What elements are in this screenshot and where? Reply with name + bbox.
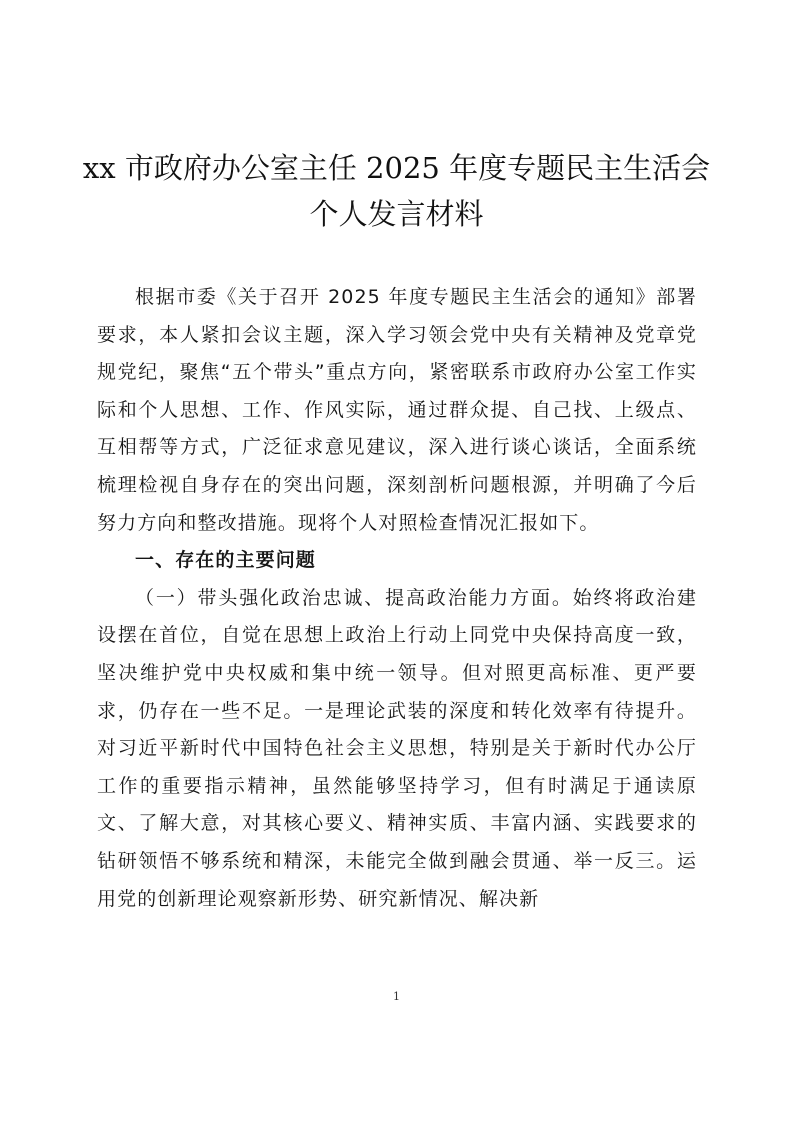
page-number: 1 — [393, 990, 400, 1003]
document-title-line-1: xx 市政府办公室主任 2025 年度专题民主生活会 — [82, 151, 711, 185]
document-body — [97, 279, 697, 918]
section-1-1-text: 始终将政治建设摆在首位，自觉在思想上政治上行动上同党中央保持高度一致，坚决维护党中央权威和集中统一领导。但对照更高标准、更严要求，仍存在一些不足。一是理论武装的深度和转化效率有待提升。对习近平新时代中国特色社会主义思想，特别是关于新时代办公厅工作的重要指示精神，虽然能够坚持学习，但有时满足于通读原文、了解大意，对其核心要义、精神实质、丰富内涵、实践要求的钻研领悟不够系统和精深，未能完全做到融会贯通、举一反三。运用党的创新理论观察新形势、研究新情况、解决新 — [97, 586, 697, 910]
section-1-1-paragraph — [97, 580, 697, 918]
section-1-1-label: （一）带头强化政治忠诚、提高政治能力方面。 — [135, 586, 573, 609]
section-1-heading: 一、存在的主要问题 — [135, 549, 316, 572]
document-title-line-2: 个人发言材料 — [309, 197, 484, 231]
intro-paragraph: 根据市委《关于召开 2025 年度专题民主生活会的通知》部署要求，本人紧扣会议主题，深入学习领会党中央有关精神及党章党规党纪，聚焦“五个带头”重点方向，紧密联系市政府办公室工作实际和个人思想、工作、作风实际，通过群众提、自己找、上级点、互相帮等方式，广泛征求意见建议，深入进行谈心谈话，全面系统梳理检视自身存在的突出问题，深刻剖析问题根源，并明确了今后努力方向和整改措施。现将个人对照检查情况汇报如下。 — [97, 286, 697, 534]
